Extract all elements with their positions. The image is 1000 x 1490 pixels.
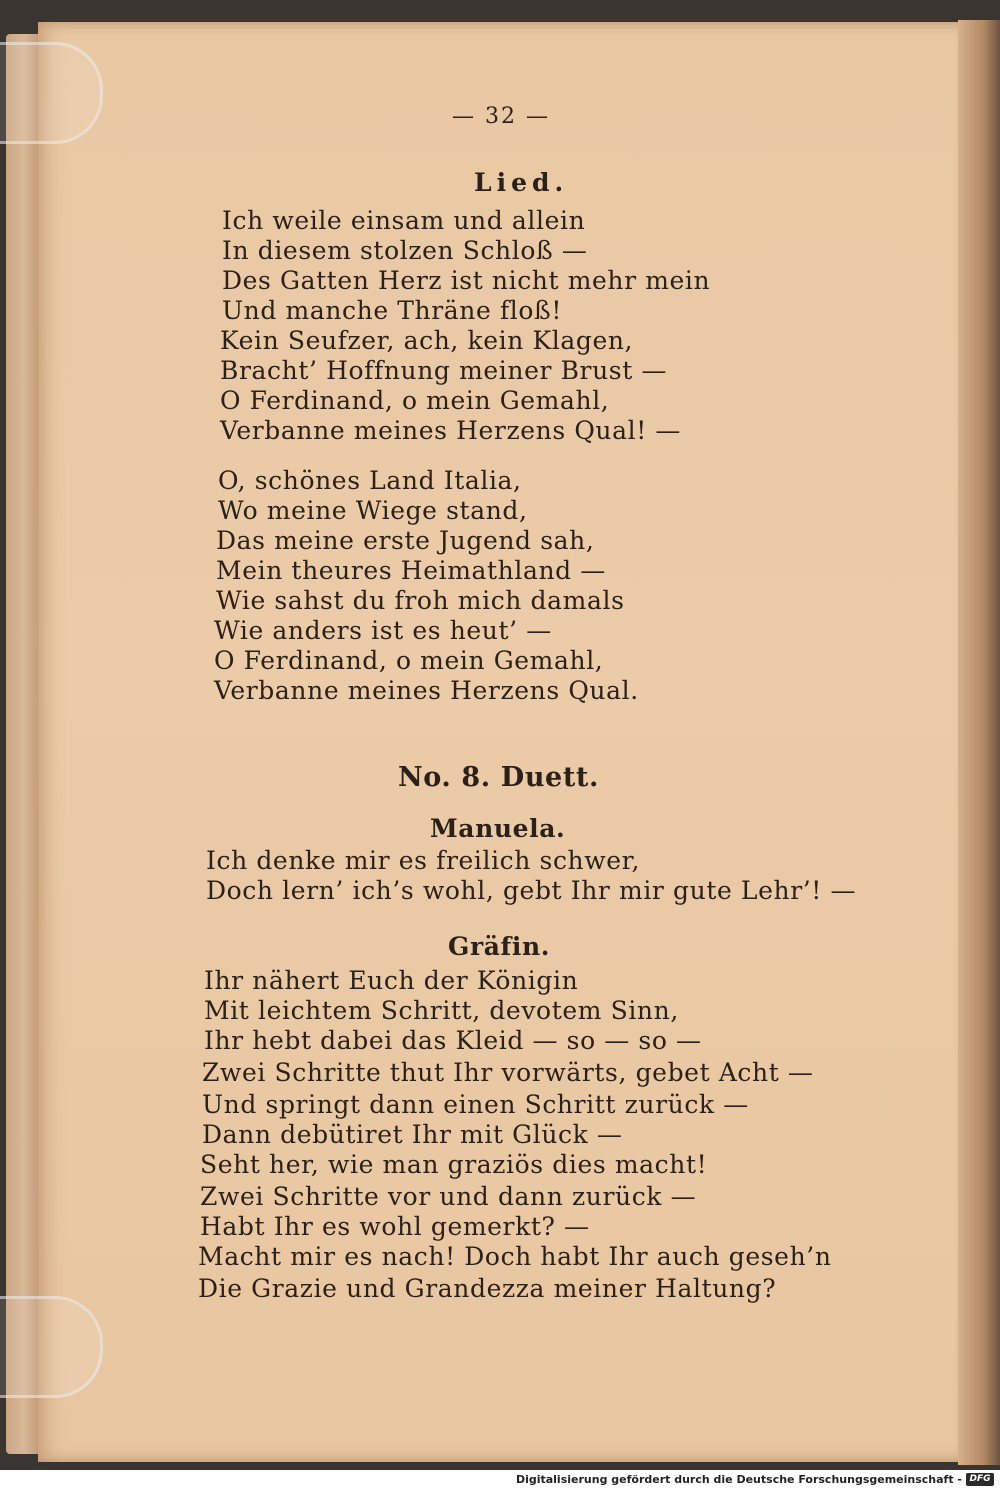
graefin-line: Ihr hebt dabei das Kleid — so — so — [204, 1026, 702, 1055]
graefin-line: Und springt dann einen Schritt zurück — [202, 1090, 749, 1119]
dfg-logo: DFG [966, 1473, 994, 1486]
graefin-line: Seht her, wie man graziös dies macht! [200, 1150, 708, 1179]
manuela-line: Ich denke mir es freilich schwer, [206, 846, 640, 875]
funding-credit: Digitalisierung gefördert durch die Deutsche Forschungsgemeinschaft - [515, 1473, 962, 1486]
stanza1-line: Kein Seufzer, ach, kein Klagen, [220, 326, 634, 355]
stanza2-line: Verbanne meines Herzens Qual. [214, 676, 639, 705]
stanza1-line: Ich weile einsam und allein [222, 206, 586, 235]
stanza1-line: Verbanne meines Herzens Qual! — [220, 416, 682, 445]
stanza1-line: In diesem stolzen Schloß — [222, 236, 588, 265]
duett-heading: No. 8. Duett. [398, 762, 599, 793]
stanza2-line: Das meine erste Jugend sah, [216, 526, 595, 555]
graefin-line: Zwei Schritte thut Ihr vorwärts, gebet Acht — [202, 1058, 814, 1087]
stanza2-line: O, schönes Land Italia, [218, 466, 522, 495]
graefin-line: Macht mir es nach! Doch habt Ihr auch geseh’n [198, 1242, 832, 1271]
stanza2-line: Wie anders ist es heut’ — [214, 616, 552, 645]
book-spine [958, 20, 1000, 1465]
stanza1-line: Und manche Thräne floß! [222, 296, 562, 325]
stanza2-line: Wie sahst du froh mich damals [216, 586, 625, 615]
stanza1-line: Bracht’ Hoffnung meiner Brust — [220, 356, 668, 385]
graefin-line: Ihr nähert Euch der Königin [204, 966, 579, 995]
stanza1-line: Des Gatten Herz ist nicht mehr mein [222, 266, 711, 295]
stanza1-line: O Ferdinand, o mein Gemahl, [220, 386, 610, 415]
graefin-line: Habt Ihr es wohl gemerkt? — [200, 1212, 590, 1241]
footer-bar [0, 1470, 1000, 1490]
page-clip-top [0, 42, 103, 144]
graefin-line: Zwei Schritte vor und dann zurück — [200, 1182, 697, 1211]
page-clip-bottom [0, 1296, 103, 1398]
manuela-line: Doch lern’ ich’s wohl, gebt Ihr mir gute Lehr’! — [206, 876, 857, 905]
stanza2-line: Wo meine Wiege stand, [218, 496, 528, 525]
lied-title: Lied. [474, 168, 569, 197]
stanza2-line: O Ferdinand, o mein Gemahl, [214, 646, 604, 675]
graefin-line: Die Grazie und Grandezza meiner Haltung? [198, 1274, 777, 1303]
graefin-line: Mit leichtem Schritt, devotem Sinn, [204, 996, 679, 1025]
speaker-graefin: Gräfin. [448, 932, 551, 961]
stanza2-line: Mein theures Heimathland — [216, 556, 606, 585]
graefin-line: Dann debütiret Ihr mit Glück — [202, 1120, 623, 1149]
page-number: — 32 — [452, 104, 550, 129]
speaker-manuela: Manuela. [430, 814, 566, 843]
